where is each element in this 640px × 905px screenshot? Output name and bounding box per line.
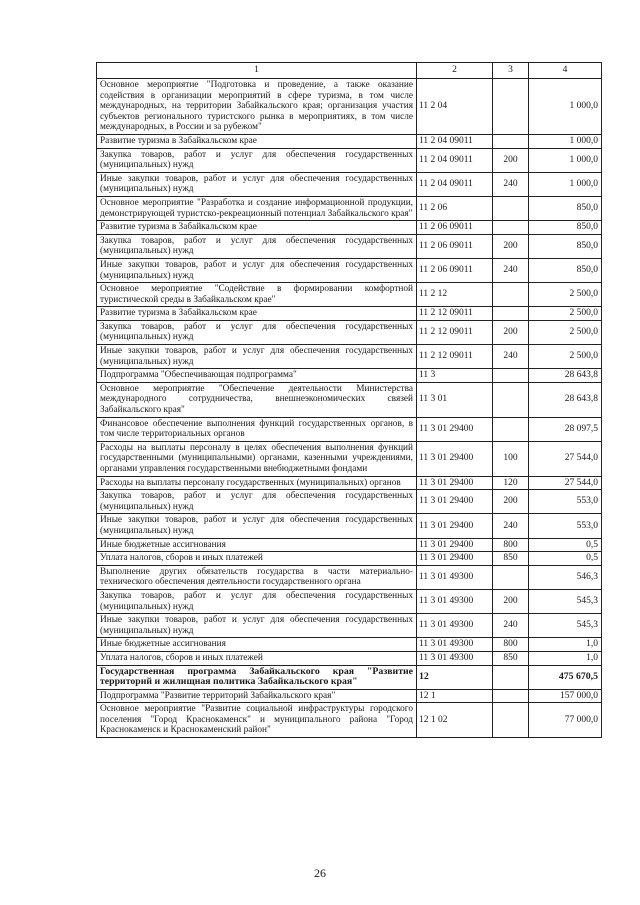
row-code: 11 3 01 49300 xyxy=(417,565,493,589)
row-code: 12 1 xyxy=(417,689,493,703)
page-number: 26 xyxy=(314,866,326,880)
row-code: 11 2 04 09011 xyxy=(417,134,493,148)
row-amount: 157 000,0 xyxy=(529,689,602,703)
row-code: 11 3 01 49300 xyxy=(417,589,493,613)
row-expense-type: 200 xyxy=(493,589,529,613)
table-row xyxy=(97,382,602,417)
table-header-row xyxy=(97,63,602,79)
row-code: 11 3 01 29400 xyxy=(417,441,493,476)
row-expense-type xyxy=(493,565,529,589)
row-expense-type xyxy=(493,382,529,417)
row-amount: 2 500,0 xyxy=(529,283,602,307)
row-code: 11 2 06 09011 xyxy=(417,258,493,282)
row-name: Расходы на выплаты персоналу в целях обеспечения выполнения функций государственными (муниципальными) органами, казенными учреждениями, органами управления государственными внебюджетными фондами xyxy=(97,441,417,476)
row-name: Уплата налогов, сборов и иных платежей xyxy=(97,552,417,566)
row-expense-type xyxy=(493,283,529,307)
row-code: 11 3 01 49300 xyxy=(417,638,493,652)
row-amount: 1 000,0 xyxy=(529,79,602,135)
row-expense-type xyxy=(493,307,529,321)
row-amount: 545,3 xyxy=(529,614,602,638)
table-row xyxy=(97,79,602,135)
table-row xyxy=(97,614,602,638)
row-amount: 0,5 xyxy=(529,538,602,552)
budget-table-page xyxy=(96,62,601,738)
row-code: 11 2 04 09011 xyxy=(417,172,493,196)
row-code: 11 2 04 xyxy=(417,79,493,135)
row-amount: 2 500,0 xyxy=(529,320,602,344)
row-code: 11 3 01 29400 xyxy=(417,417,493,441)
row-amount: 77 000,0 xyxy=(529,703,602,738)
table-row xyxy=(97,148,602,172)
row-name: Иные закупки товаров, работ и услуг для обеспечения государственных (муниципальных) нужд xyxy=(97,514,417,538)
row-code: 11 3 01 29400 xyxy=(417,514,493,538)
row-expense-type: 240 xyxy=(493,258,529,282)
table-row xyxy=(97,552,602,566)
row-name: Иные бюджетные ассигнования xyxy=(97,638,417,652)
row-amount: 28 643,8 xyxy=(529,369,602,383)
row-amount: 850,0 xyxy=(529,258,602,282)
table-row xyxy=(97,651,602,665)
row-amount: 2 500,0 xyxy=(529,307,602,321)
row-code: 11 3 01 29400 xyxy=(417,552,493,566)
row-expense-type: 240 xyxy=(493,345,529,369)
budget-table xyxy=(96,62,602,738)
row-expense-type: 850 xyxy=(493,552,529,566)
table-row xyxy=(97,514,602,538)
header-col-1: 1 xyxy=(97,63,417,79)
row-code: 11 3 01 29400 xyxy=(417,476,493,490)
table-row xyxy=(97,221,602,235)
table-row xyxy=(97,441,602,476)
row-name: Закупка товаров, работ и услуг для обеспечения государственных (муниципальных) нужд xyxy=(97,490,417,514)
row-code: 11 2 06 09011 xyxy=(417,234,493,258)
table-row xyxy=(97,258,602,282)
row-expense-type: 200 xyxy=(493,148,529,172)
table-row xyxy=(97,172,602,196)
row-expense-type xyxy=(493,417,529,441)
row-name: Основное мероприятие "Разработка и создание информационной продукции, демонстрирующей туристско-рекреационный потенциал Забайкальского края" xyxy=(97,196,417,220)
row-expense-type xyxy=(493,665,529,689)
row-expense-type xyxy=(493,369,529,383)
row-name: Иные закупки товаров, работ и услуг для обеспечения государственных (муниципальных) нужд xyxy=(97,258,417,282)
row-expense-type: 800 xyxy=(493,638,529,652)
row-code: 11 2 04 09011 xyxy=(417,148,493,172)
row-code: 11 3 01 49300 xyxy=(417,614,493,638)
table-row xyxy=(97,320,602,344)
row-code: 11 3 xyxy=(417,369,493,383)
row-expense-type xyxy=(493,703,529,738)
table-row xyxy=(97,565,602,589)
table-row xyxy=(97,196,602,220)
row-expense-type xyxy=(493,689,529,703)
row-code: 11 2 06 xyxy=(417,196,493,220)
row-name: Подпрограмма "Развитие территорий Забайкальского края" xyxy=(97,689,417,703)
header-col-4: 4 xyxy=(529,63,602,79)
row-expense-type: 240 xyxy=(493,172,529,196)
table-row xyxy=(97,638,602,652)
table-row xyxy=(97,234,602,258)
row-code: 11 2 12 09011 xyxy=(417,307,493,321)
row-expense-type: 100 xyxy=(493,441,529,476)
table-row xyxy=(97,490,602,514)
row-amount: 850,0 xyxy=(529,196,602,220)
row-amount: 2 500,0 xyxy=(529,345,602,369)
row-name: Финансовое обеспечение выполнения функций государственных органов, в том числе территориальных органов xyxy=(97,417,417,441)
row-expense-type xyxy=(493,221,529,235)
table-row xyxy=(97,369,602,383)
row-name: Расходы на выплаты персоналу государственных (муниципальных) органов xyxy=(97,476,417,490)
row-code: 11 2 12 09011 xyxy=(417,320,493,344)
row-name: Закупка товаров, работ и услуг для обеспечения государственных (муниципальных) нужд xyxy=(97,234,417,258)
row-expense-type: 200 xyxy=(493,234,529,258)
row-name: Основное мероприятие "Содействие в формировании комфортной туристической среды в Забайкальском крае" xyxy=(97,283,417,307)
row-expense-type: 200 xyxy=(493,320,529,344)
row-code: 11 3 01 49300 xyxy=(417,651,493,665)
row-expense-type: 240 xyxy=(493,514,529,538)
row-name: Развитие туризма в Забайкальском крае xyxy=(97,307,417,321)
row-amount: 0,5 xyxy=(529,552,602,566)
table-row xyxy=(97,538,602,552)
row-amount: 1 000,0 xyxy=(529,148,602,172)
row-name: Уплата налогов, сборов и иных платежей xyxy=(97,651,417,665)
row-name: Иные закупки товаров, работ и услуг для обеспечения государственных (муниципальных) нужд xyxy=(97,172,417,196)
row-name: Иные закупки товаров, работ и услуг для обеспечения государственных (муниципальных) нужд xyxy=(97,614,417,638)
row-name: Иные закупки товаров, работ и услуг для обеспечения государственных (муниципальных) нужд xyxy=(97,345,417,369)
row-name: Закупка товаров, работ и услуг для обеспечения государственных (муниципальных) нужд xyxy=(97,320,417,344)
row-code: 11 2 12 xyxy=(417,283,493,307)
table-row xyxy=(97,589,602,613)
row-name: Развитие туризма в Забайкальском крае xyxy=(97,221,417,235)
row-code: 11 3 01 xyxy=(417,382,493,417)
row-expense-type: 850 xyxy=(493,651,529,665)
row-code: 11 3 01 29400 xyxy=(417,538,493,552)
row-amount: 1,0 xyxy=(529,638,602,652)
row-name: Закупка товаров, работ и услуг для обеспечения государственных (муниципальных) нужд xyxy=(97,589,417,613)
row-amount: 546,3 xyxy=(529,565,602,589)
table-row xyxy=(97,665,602,689)
row-name: Основное мероприятие "Подготовка и проведение, а также оказание содействия в организации мероприятий в сфере туризма, в том числе международных, на территории Забайкальского края; организация участия субъектов регионального туристского рынка в мероприятиях, в том числе международных, в России и за рубежом" xyxy=(97,79,417,135)
row-name: Основное мероприятие "Обеспечение деятельности Министерства международного сотрудничества, внешнеэкономических связей Забайкальского края" xyxy=(97,382,417,417)
table-row xyxy=(97,307,602,321)
header-col-3: 3 xyxy=(493,63,529,79)
row-code: 11 2 06 09011 xyxy=(417,221,493,235)
table-row xyxy=(97,134,602,148)
row-name: Иные бюджетные ассигнования xyxy=(97,538,417,552)
row-code: 11 3 01 29400 xyxy=(417,490,493,514)
row-amount: 1 000,0 xyxy=(529,172,602,196)
row-amount: 1 000,0 xyxy=(529,134,602,148)
table-row xyxy=(97,283,602,307)
table-row xyxy=(97,417,602,441)
row-code: 12 1 02 xyxy=(417,703,493,738)
table-row xyxy=(97,703,602,738)
row-expense-type: 120 xyxy=(493,476,529,490)
row-amount: 850,0 xyxy=(529,234,602,258)
row-expense-type xyxy=(493,134,529,148)
row-name: Подпрограмма "Обеспечивающая подпрограмма" xyxy=(97,369,417,383)
table-row xyxy=(97,689,602,703)
row-amount: 28 097,5 xyxy=(529,417,602,441)
row-amount: 1,0 xyxy=(529,651,602,665)
row-name: Выполнение других обязательств государства в части материально-технического обеспечения деятельности государственного органа xyxy=(97,565,417,589)
row-expense-type: 200 xyxy=(493,490,529,514)
table-row xyxy=(97,345,602,369)
row-expense-type xyxy=(493,79,529,135)
row-amount: 27 544,0 xyxy=(529,441,602,476)
row-name: Государственная программа Забайкальского края "Развитие территорий и жилищная политика Забайкальского края" xyxy=(97,665,417,689)
row-expense-type xyxy=(493,196,529,220)
row-name: Закупка товаров, работ и услуг для обеспечения государственных (муниципальных) нужд xyxy=(97,148,417,172)
row-amount: 850,0 xyxy=(529,221,602,235)
row-amount: 27 544,0 xyxy=(529,476,602,490)
row-name: Развитие туризма в Забайкальском крае xyxy=(97,134,417,148)
header-col-2: 2 xyxy=(417,63,493,79)
row-expense-type: 800 xyxy=(493,538,529,552)
row-code: 11 2 12 09011 xyxy=(417,345,493,369)
row-name: Основное мероприятие "Развитие социальной инфраструктуры городского поселения "Город Краснокаменск" и муниципального района "Город Краснокаменск и Краснокаменский район" xyxy=(97,703,417,738)
row-code: 12 xyxy=(417,665,493,689)
row-amount: 475 670,5 xyxy=(529,665,602,689)
row-amount: 553,0 xyxy=(529,514,602,538)
row-amount: 553,0 xyxy=(529,490,602,514)
table-row xyxy=(97,476,602,490)
row-amount: 28 643,8 xyxy=(529,382,602,417)
row-expense-type: 240 xyxy=(493,614,529,638)
row-amount: 545,3 xyxy=(529,589,602,613)
